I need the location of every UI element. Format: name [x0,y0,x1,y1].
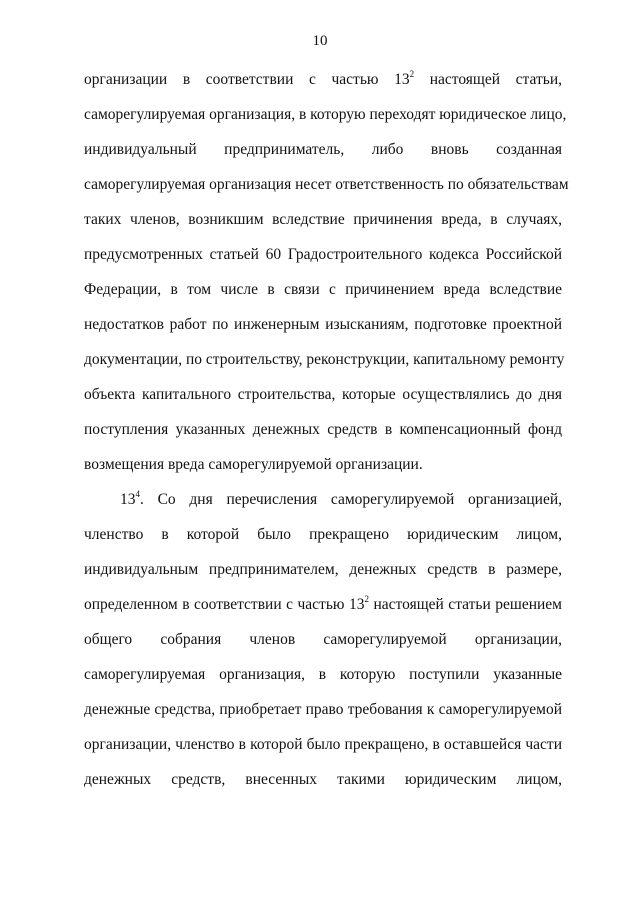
text-segment: документации, по строительству, реконструкции, капитальному ремонту [84,351,565,368]
text-line [84,490,562,525]
text-segment: возмещения вреда саморегулируемой организации. [84,456,423,473]
text-line [84,735,562,770]
text-segment: индивидуальный предприниматель, либо вновь созданная [84,141,562,158]
text-segment: поступления указанных денежных средств в компенсационный фонд [84,421,562,438]
text-segment: настоящей статьи решением [368,596,562,613]
text-line [84,210,562,245]
text-line [84,245,562,280]
text-segment: определенном в соответствии с частью 13 [84,596,365,613]
text-segment: саморегулируемая организация, в которую переходят юридическое лицо, [84,106,567,123]
text-line [84,70,562,105]
text-line [84,105,567,140]
text-segment: Федерации, в том числе в связи с причинением вреда вследствие [84,281,562,298]
superscript: 2 [409,68,415,79]
text-line [84,595,562,630]
superscript: 2 [364,593,369,604]
text-segment: индивидуальным предпринимателем, денежных средств в размере, [84,561,562,578]
text-segment: денежные средства, приобретает право требования к саморегулируемой [84,701,562,718]
text-segment: организации в соответствии с частью 13 [84,71,410,88]
text-segment: общего собрания членов саморегулируемой организации, [84,631,562,648]
text-segment: денежных средств, внесенных такими юридическим лицом, [84,771,562,788]
text-line [84,455,562,490]
text-segment: организации, членство в которой было прекращено, в оставшейся части [84,736,562,753]
text-line [84,770,562,805]
text-segment: настоящей статьи, [414,71,562,88]
text-line [84,140,562,175]
text-segment: саморегулируемая организация, в которую поступили указанные [84,666,562,683]
text-segment: членство в которой было прекращено юридическим лицом, [84,526,562,543]
text-line [84,560,562,595]
document-body [84,68,569,805]
superscript: 4 [135,488,140,499]
text-line [84,280,562,315]
text-line [84,700,562,735]
text-line [84,630,562,665]
text-line [84,525,562,560]
text-segment: 13 [120,491,136,508]
text-line [84,315,562,350]
text-segment: недостатков работ по инженерным изысканиям, подготовке проектной [84,316,562,333]
text-segment: объекта капитального строительства, которые осуществлялись до дня [84,386,562,403]
text-line [84,420,562,455]
text-segment: . Со дня перечисления саморегулируемой организацией, [140,491,562,508]
text-line [84,175,569,210]
text-line [84,350,565,385]
text-line [84,385,562,420]
text-segment: предусмотренных статьей 60 Градостроительного кодекса Российской [84,246,562,263]
text-segment: саморегулируемая организация несет ответственность по обязательствам [84,176,569,193]
page-number: 10 [312,33,328,49]
text-segment: таких членов, возникшим вследствие причинения вреда, в случаях, [84,211,562,228]
text-line [84,665,562,700]
